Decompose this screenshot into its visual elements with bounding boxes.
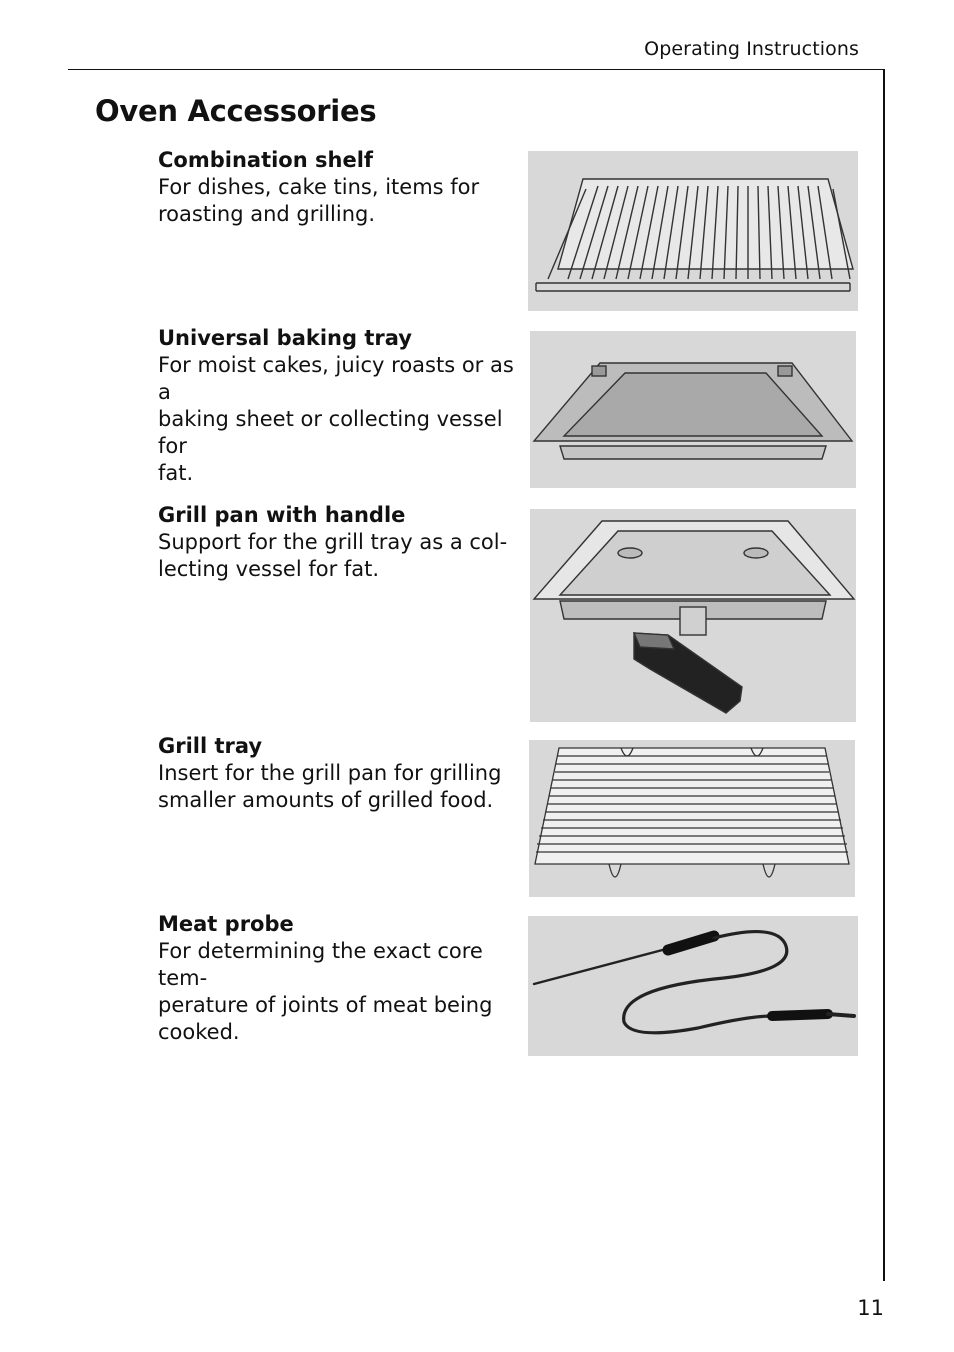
accessory-heading: Meat probe: [158, 912, 294, 936]
margin-rule: [883, 69, 885, 1281]
grill-tray-icon: [529, 740, 855, 897]
accessory-description: For moist cakes, juicy roasts or as a baking sheet or collecting vessel for fat.: [158, 353, 514, 485]
accessory-universal-baking-tray: [158, 324, 520, 487]
page-number: 11: [857, 1296, 884, 1320]
accessory-description: Support for the grill tray as a col- lecting vessel for fat.: [158, 530, 508, 581]
baking-tray-icon: [530, 331, 856, 488]
accessory-heading: Grill pan with handle: [158, 503, 406, 527]
accessory-combination-shelf: [158, 146, 520, 228]
meat-probe-icon: [528, 916, 858, 1056]
accessory-heading: Combination shelf: [158, 148, 374, 172]
header-section-title: Operating Instructions: [644, 38, 859, 60]
accessory-description: For dishes, cake tins, items for roasting and grilling.: [158, 175, 480, 226]
accessory-meat-probe: [158, 910, 520, 1046]
accessory-heading: Grill tray: [158, 734, 263, 758]
accessory-description: For determining the exact core tem- perature of joints of meat being cooked.: [158, 939, 493, 1044]
page-title: Oven Accessories: [95, 94, 377, 128]
accessory-grill-tray: [158, 732, 520, 814]
combination-shelf-icon: [528, 151, 858, 311]
accessory-grill-pan-with-handle: [158, 501, 520, 583]
accessory-heading: Universal baking tray: [158, 326, 412, 350]
grill-pan-icon: [530, 509, 856, 722]
accessory-description: Insert for the grill pan for grilling smaller amounts of grilled food.: [158, 761, 502, 812]
header-rule: [68, 69, 885, 70]
